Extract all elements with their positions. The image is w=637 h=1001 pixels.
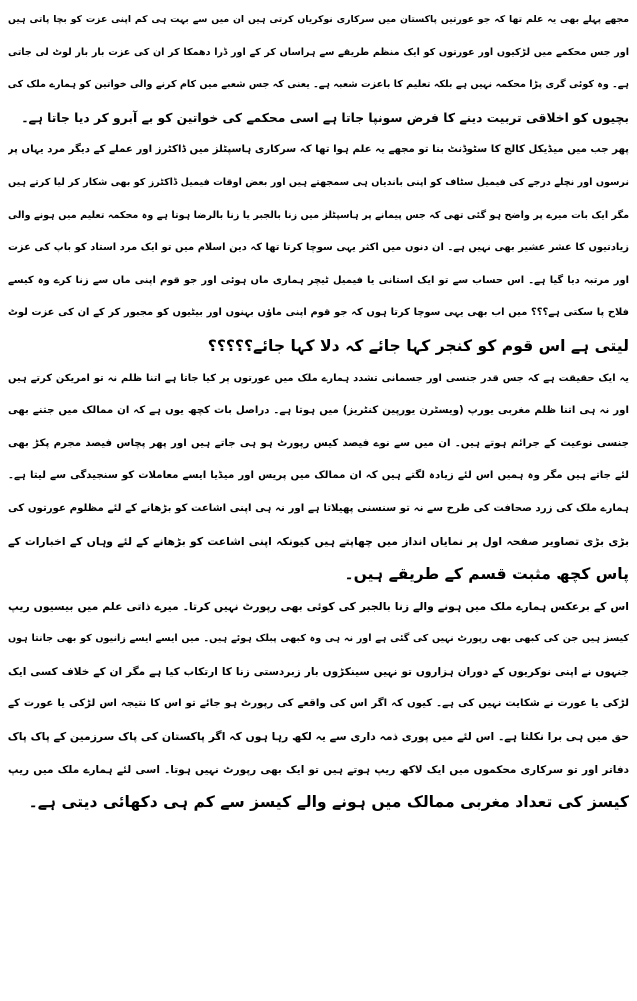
text-line: مجھے پہلے بھی یہ علم تھا کہ جو عورتیں پاکستان میں سرکاری نوکریاں کرتی ہیں ان میں سے بہت ہی کم اپنی عزت کو بچا پاتی ہیں [8, 14, 629, 25]
text-line: پاس کچھ مثبت قسم کے طریقے ہیں۔ [344, 565, 629, 584]
text-line: پھر جب میں میڈیکل کالج کا سٹوڈنٹ بنا تو مجھے یہ علم ہوا تھا کہ سرکاری ہاسپٹلز میں ڈاکٹرز اور عملے کے دیگر مرد یہاں پر [8, 144, 629, 156]
urdu-document-body [8, 4, 629, 819]
text-line: مگر ایک بات میرے پر واضح ہو گئی تھی کہ جس پیمانے پر ہاسپٹلز میں زنا بالجبر یا زنا بالرضا ہوتا ہے وہ محکمہ تعلیم میں ہونے والی [8, 209, 629, 221]
text-line: اور مرتبہ دیا گیا ہے۔ اس حساب سے تو ایک استانی یا فیمیل ٹیچر ہماری ماں ہوئی اور جو قوم اپنی ماں سے زنا کرے وہ کیسے [8, 274, 629, 286]
text-line: ہے۔ وہ کوئی گری پڑا محکمہ نہیں ہے بلکہ تعلیم کا باعزت شعبہ ہے۔ یعنی کہ جس شعبے میں کام کرنے والی خواتین کو ہمارے ملک کی [8, 79, 629, 91]
text-line: اس کے برعکس ہمارے ملک میں ہونے والے زنا بالجبر کی کوئی بھی رپورٹ نہیں کرتا۔ میرے ذاتی علم میں بیسیوں ریپ [8, 599, 629, 613]
text-line: اور نہ ہی اتنا ظلم مغربی یورپ (ویسٹرن یورپین کنٹریز) میں ہوتا ہے۔ دراصل بات کچھ یوں ہے کہ ان ممالک میں جتنے بھی [8, 405, 629, 417]
text-line: بڑی بڑی تصاویر صفحہ اول پر نمایاں انداز میں چھاپتے ہیں کیونکہ اپنی اشاعت کو بڑھانے کے لئے وہاں کے اخبارات کے [8, 534, 629, 548]
text-line: بچیوں کو اخلاقی تربیت دینے کا فرض سونپا جاتا ہے اسی محکمے کی خواتین کو بے آبرو کر دیا جاتا ہے۔ [21, 110, 629, 125]
text-line: کیسز ہیں جن کی کبھی بھی رپورٹ نہیں کی گئی ہے اور نہ ہی وہ کبھی پبلک ہوئے ہیں۔ میں ایسے ایسے زانیوں کو بھی جانتا ہوں [8, 633, 629, 645]
text-line: نرسوں اور نچلے درجے کی فیمیل سٹاف کو اپنی باندیاں ہی سمجھتے ہیں اور بعض اوقات فیمیل ڈاکٹرز کو بھی شکار کر لیا کرتے ہیں [8, 176, 629, 188]
text-line: جنہوں نے اپنی نوکریوں کے دوران ہزاروں تو نہیں سینکڑوں بار زبردستی زنا کا ارتکاب کیا ہے مگر ان کے خلاف کسی ایک [8, 665, 629, 678]
text-line: دفاتر اور تو سرکاری محکموں میں ایک لاکھ ریپ ہوتے ہیں تو ایک بھی رپورٹ نہیں ہوتا۔ اسی لئے ہمارے ملک میں ریپ [8, 763, 629, 776]
text-line: لڑکی یا عورت نے شکایت نہیں کی ہے۔ کیوں کہ اگر اس کی واقعے کی رپورٹ ہو جائے تو اس کا نتیجہ اس لڑکی یا عورت کے [8, 698, 629, 710]
text-line: کیسز کی تعداد مغربی ممالک میں ہونے والے کیسز سے کم ہی دکھائی دیتی ہے۔ [28, 793, 629, 812]
text-line: لئے جاتے ہیں مگر وہ ہمیں اس لئے زیادہ لگتے ہیں کہ ان ممالک میں پریس اور میڈیا ایسے معاملات کو سنجیدگی سے لیتا ہے۔ [8, 470, 629, 482]
text-line: حق میں ہی برا نکلتا ہے۔ اس لئے میں پوری ذمہ داری سے یہ لکھ رہا ہوں کہ اگر پاکستان کی پاک سرزمین کے پاک پاک [8, 730, 629, 744]
text-line: جنسی نوعیت کے جرائم ہوتے ہیں۔ ان میں سے نوے فیصد کیس رپورٹ ہو ہی جاتے ہیں اور پھر پچاس فیصد مجرم پکڑ بھی [8, 437, 629, 449]
text-line: فلاح پا سکتی ہے؟؟؟ میں اب بھی یہی سوچا کرتا ہوں کہ جو قوم اپنی ماؤں بہنوں اور بیٹیوں کو مجبور کر کے ان کی عزت لوٹ [8, 307, 629, 319]
text-line: لیتی ہے اس قوم کو کنجر کہا جائے کہ دلا کہا جائے؟؟؟؟؟ [207, 336, 629, 355]
text-line: ہمارے ملک کی زرد صحافت کی طرح سے نہ تو سنسنی پھیلاتا ہے اور نہ ہی اپنی اشاعت کو بڑھانے کے لئے مظلوم عورتوں کی [8, 502, 629, 514]
text-line: اور جس محکمے میں لڑکیوں اور عورتوں کو ایک منظم طریقے سے ہراساں کر کے اور ڈرا دھمکا کر ان کی عزت بار بار لوٹ لی جاتی [8, 46, 629, 58]
text-line: زیادتیوں کا عشر عشیر بھی نہیں ہے۔ ان دنوں میں اکثر یہی سوچا کرتا تھا کہ دین اسلام میں تو ایک مرد استاد کو باپ کی عزت [8, 242, 629, 254]
text-line: یہ ایک حقیقت ہے کہ جس قدر جنسی اور جسمانی تشدد ہمارے ملک میں عورتوں پر کیا جاتا ہے اتنا ظلم نہ تو امریکن کرتے ہیں [8, 372, 629, 384]
